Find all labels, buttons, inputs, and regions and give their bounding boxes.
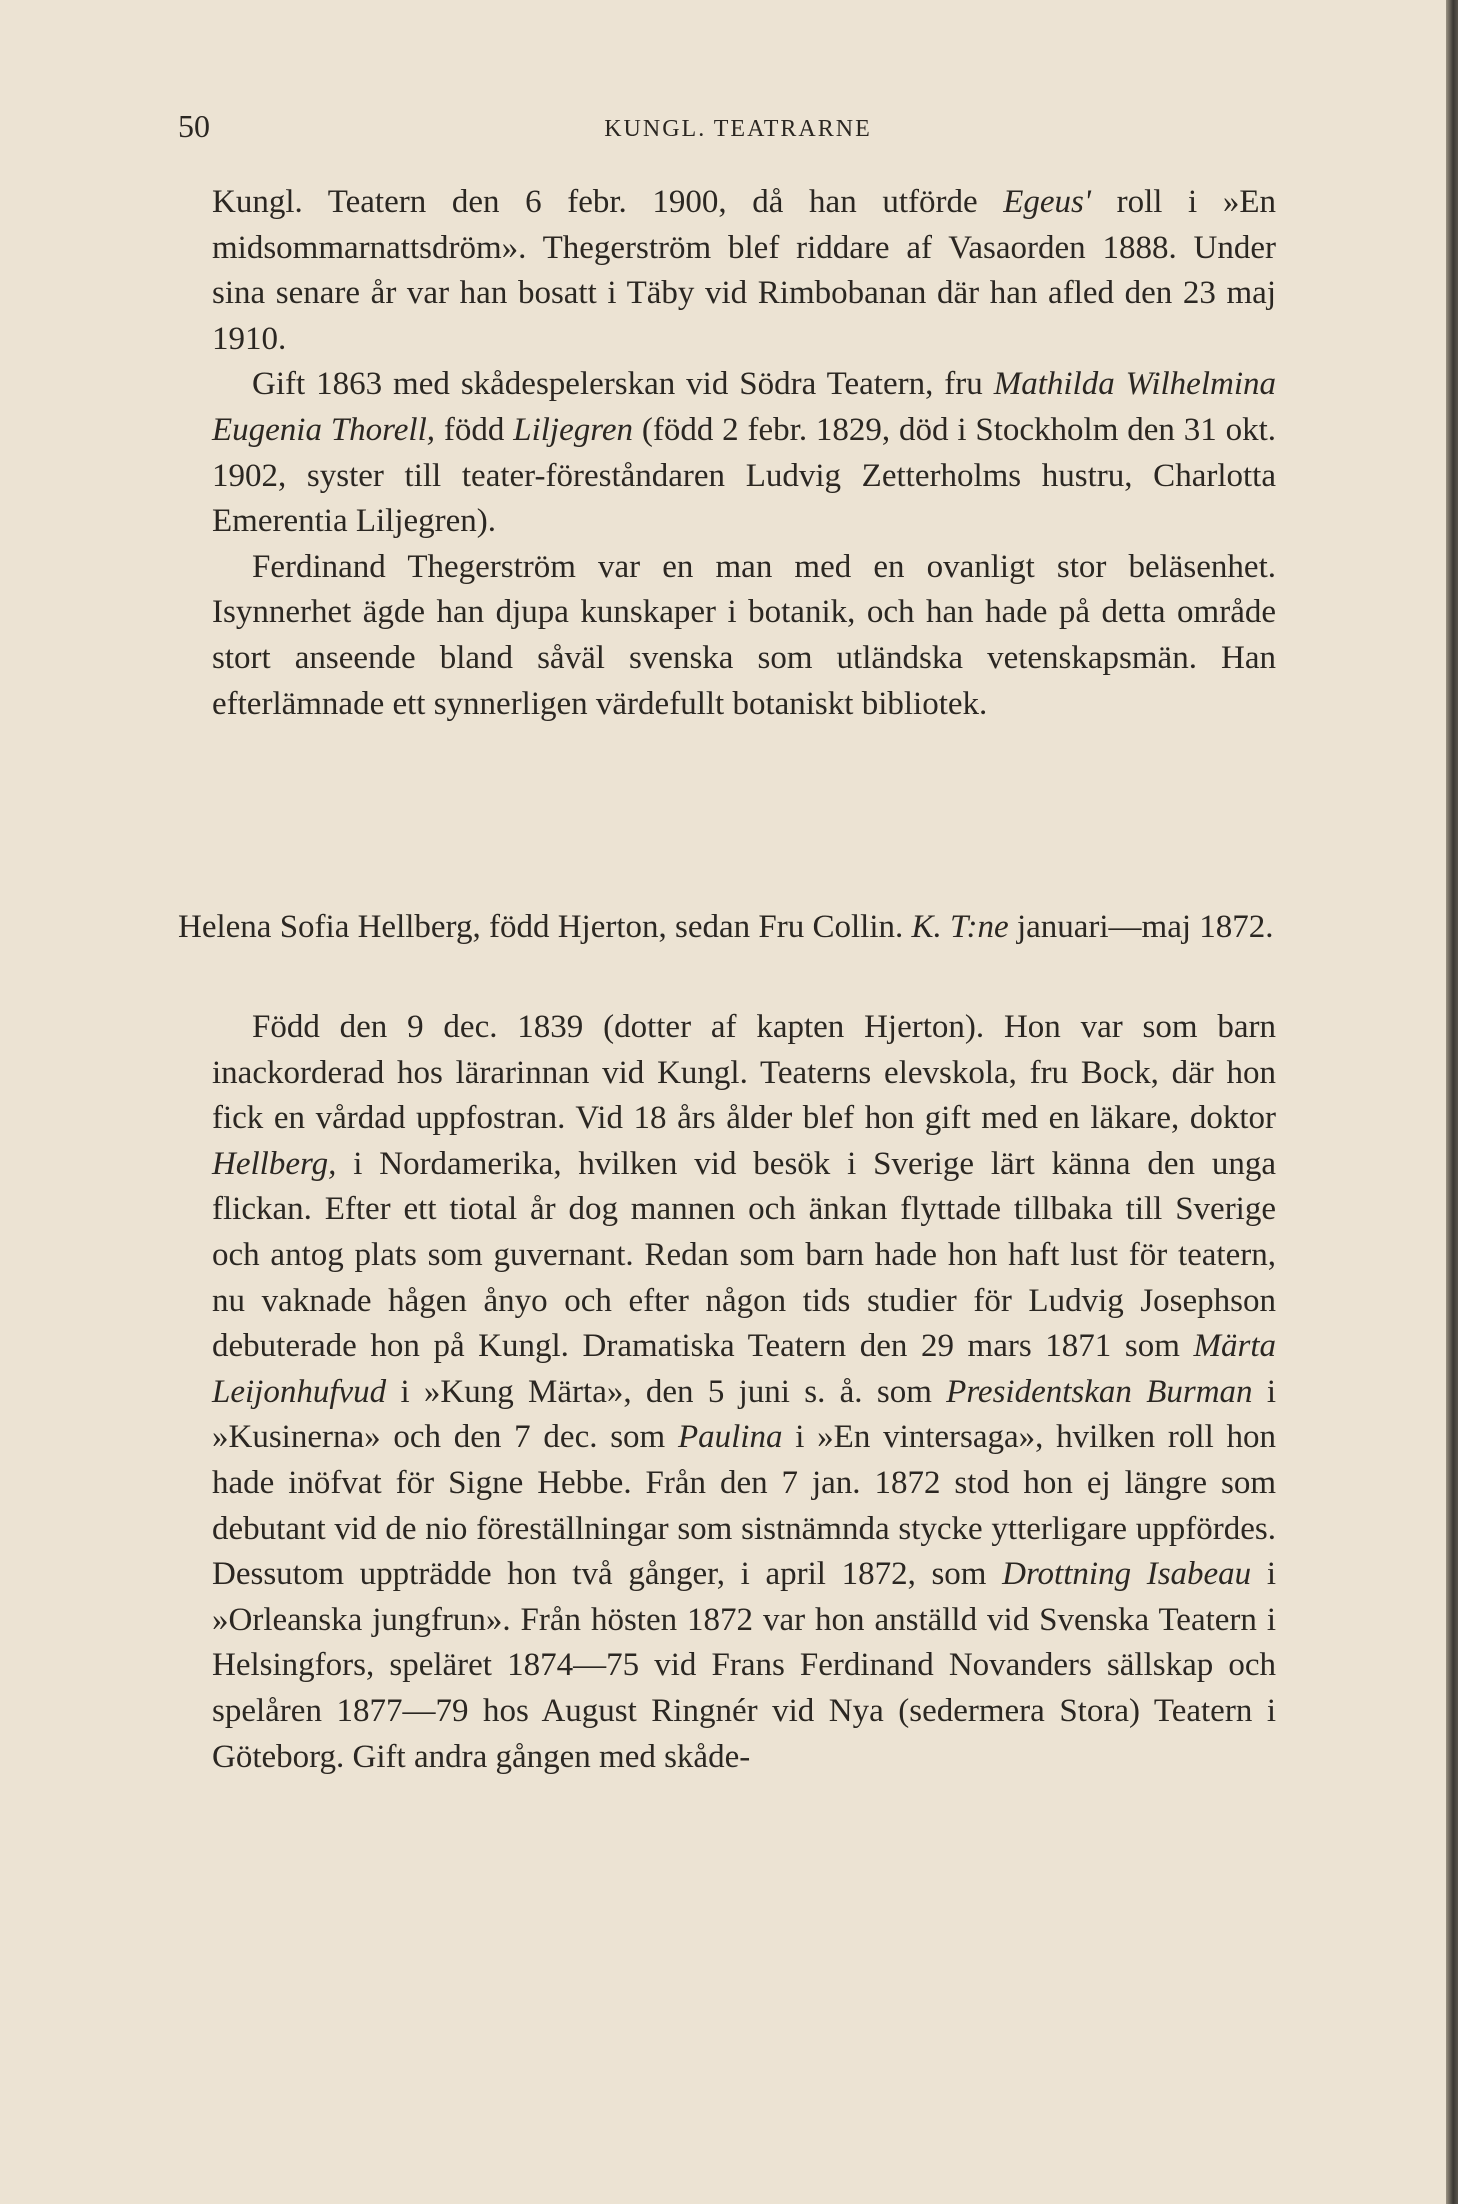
- running-title: KUNGL. TEATRARNE: [604, 116, 872, 142]
- page-number: 50: [178, 108, 210, 144]
- paragraph: Gift 1863 med skådespelerskan vid Södra Teatern, fru Mathilda Wilhelmina Eugenia Thorell, född Liljegren (född 2 febr. 1829, död i Stockholm den 31 okt. 1902, syster till teater-föreståndaren Ludvig Zetterholms hustru, Charlotta Emerentia Liljegren).: [212, 366, 1276, 540]
- page-edge-shadow: [1446, 0, 1458, 2204]
- entry-heading: Helena Sofia Hellberg, född Hjerton, sedan Fru Collin. K. T:ne januari—maj 1872.: [178, 909, 1274, 945]
- paragraph: Född den 9 dec. 1839 (dotter af kapten Hjerton). Hon var som barn inackorderad hos lärarinnan vid Kungl. Teaterns elevskola, fru Bock, där hon fick en vårdad uppfostran. Vid 18 års ålder blef hon gift med en läkare, doktor Hellberg, i Nordamerika, hvilken vid besök i Sverige lärt känna den unga flickan. Efter ett tiotal år dog mannen och änkan flyttade tillbaka till Sverige och antog plats som guvernant. Redan som barn hade hon haft lust för teatern, nu vaknade hågen ånyo och efter någon tids studier för Ludvig Josephson debuterade hon på Kungl. Dramatiska Teatern den 29 mars 1871 som Märta Leijonhufvud i »Kung Märta», den 5 juni s. å. som Presidentskan Burman i »Kusinerna» och den 7 dec. som Paulina i »En vintersaga», hvilken roll hon hade inöfvat för Signe Hebbe. Från den 7 jan. 1872 stod hon ej längre som debutant vid de nio föreställningar som sistnämnda stycke ytterligare uppfördes. Dessutom uppträdde hon två gånger, i april 1872, som Drottning Isabeau i »Orleanska jungfrun». Från hösten 1872 var hon anställd vid Svenska Teatern i Helsingfors, speläret 1874—75 vid Frans Ferdinand Novanders sällskap och spelåren 1877—79 hos August Ringnér vid Nya (sedermera Stora) Teatern i Göteborg. Gift andra gången med skåde-: [212, 1009, 1276, 1775]
- paragraph: Kungl. Teatern den 6 febr. 1900, då han utförde Egeus' roll i »En midsommarnattsdröm». Thegerström blef riddare af Vasaorden 1888. Under sina senare år var han bosatt i Täby vid Rimbobanan där han afled den 23 maj 1910.: [212, 184, 1276, 357]
- entry-body-text: [212, 1005, 1276, 1780]
- page-header: [178, 108, 1298, 158]
- paragraph: Ferdinand Thegerström var en man med en ovanligt stor beläsenhet. Isynnerhet ägde han djupa kunskaper i botanik, och han hade på detta område stort anseende bland såväl svenska som utländska vetenskapsmän. Han efterlämnade ett synnerligen värdefullt botaniskt bibliotek.: [212, 548, 1276, 722]
- previous-entry-text: [212, 180, 1276, 727]
